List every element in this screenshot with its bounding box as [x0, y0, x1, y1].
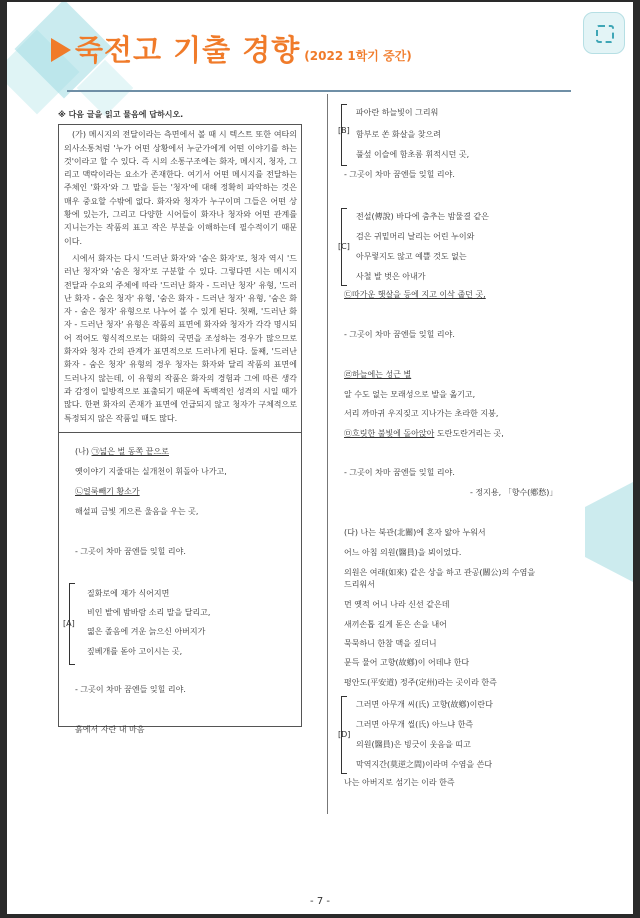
label-c: [C] — [338, 242, 350, 251]
poem-line: 평안도(平安道) 정주(定州)라는 곳이라 한즉 — [344, 678, 497, 687]
poem-line: 드리워서 — [344, 580, 375, 589]
poem-line: 의원(醫員)은 빙긋이 웃음을 띠고 — [356, 740, 471, 749]
passage-paragraph: (가) 메시지의 전달이라는 측면에서 볼 때 시 텍스트 또한 여타의 의사소통처럼 '누가 어떤 상황에서 누군가에게 어떤 이야기를 하는 것'이라고 할 수 있다. 즉 시의 소통구조에는 화자, 메시지, 청자, 그리고 맥락이라는 요소가 존재한다. 여기서 어떤 메시지를 전달하는 주체인 '화자'와 그 말을 듣는 '청자'에 대해 정확히 파악하는 것은 매우 중요할 수밖에 없다. 화자와 청자가 누구이며 그들은 어떤 상황에 있는가, 그리고 다양한 시어들이 화자나 청자와 어떤 관계를 지니는가는 작품의 표고 작은 부분을 이해하는데 필수적이기 때문이다. — [64, 130, 297, 246]
decorative-shape — [585, 482, 633, 582]
page-title — [75, 28, 412, 69]
poem-line: 해설피 금빛 게으른 울음을 우는 곳, — [75, 506, 199, 516]
poem-refrain: - 그곳이 차마 꿈엔들 잊힐 리야. — [344, 468, 455, 477]
poem-line: 비인 밭에 밤바람 소리 말을 달리고, — [87, 607, 211, 617]
poem-line: 사철 발 벗은 아내가 — [356, 272, 426, 281]
source-citation: - 정지용, 「향수(鄕愁)」 — [470, 488, 558, 497]
poem-refrain: - 그곳이 차마 꿈엔들 잊힐 리야. — [344, 170, 455, 179]
poem-line: 질화로에 재가 식어지면 — [87, 588, 170, 598]
passage-ga-box — [58, 124, 302, 433]
poem-line: 어느 아침 의원(醫員)을 뵈이었다. — [344, 548, 462, 557]
play-arrow-icon — [51, 38, 71, 62]
poem-line: 엷은 졸음에 겨운 늙으신 아버지가 — [87, 626, 206, 636]
poem-line: 아무렇지도 않고 예쁠 것도 없는 — [356, 252, 467, 261]
poem-line: 서리 까마귀 우지짖고 지나가는 초라한 지붕, — [344, 409, 499, 418]
poem-line: 막역지간(莫逆之間)이라며 수염을 쓴다 — [356, 760, 493, 769]
poem-line: ㉤흐릿한 불빛에 돌아앉아 도란도란거리는 곳, — [344, 429, 504, 438]
label-a: [A] — [63, 618, 75, 628]
column-divider — [327, 94, 328, 814]
passage-paragraph: 시에서 화자는 다시 '드러난 화자'와 '숨은 화자'로, 청자 역시 '드러난 청자'와 '숨은 청자'로 구분할 수 있다. 그렇다면 시는 메시지 전달과 수요의 주체에 따라 '드러난 화자 - 드러난 청자' 유형, '드러난 화자 - 숨은 청자' 유형, '숨은 화자 - 드러난 청자' 유형, '숨은 화자 - 숨은 청자' 유형으로 나누어 볼 수 있게 된다. 첫째, '드러난 화자 - 드러난 청자' 유형은 작품의 표면에 화자와 청자가 각각 명시되어 적어도 형식적으로는 대화의 국면을 조성하는 경우가 많으므로 화자와 청자 간의 관계가 표면적으로 드러나게 된다. 둘째, '드러난 화자 - 숨은 청자' 유형의 경우 청자는 화자와 달리 작품의 표면에 드러나지 않는데, 이 유형의 작품은 화자의 경험과 그에 따른 생각과 감정이 일방적으로 표출되기 때문에 독백적인 성격의 시일 때가 많다. 한편 화자의 존재가 표면에 언급되지 않고 청자가 구체적으로 특정되지 않은 작품일 때도 많다. — [64, 253, 297, 423]
poem-line: 파아란 하늘빛이 그리워 — [356, 108, 439, 117]
poem-line: 의원은 여래(如來) 같은 상을 하고 관공(關公)의 수염을 — [344, 568, 536, 577]
instruction-text: ※ 다음 글을 읽고 물음에 답하시오. — [58, 110, 184, 119]
poem-line: 짚베개를 돋아 고이시는 곳, — [87, 646, 183, 656]
passage-na-box — [58, 433, 302, 734]
poem-line: 묵묵하니 한참 맥을 짚더니 — [344, 639, 437, 648]
poem-line: ㉣하늘에는 성근 별 — [344, 370, 412, 379]
poem-line: (나) ㉠넓은 벌 동쪽 끝으로 — [75, 446, 169, 456]
poem-line: 그러면 아무개 씰(氏) 아느냐 한즉 — [356, 720, 474, 729]
poem-line: 알 수도 없는 모래성으로 발을 옮기고, — [344, 390, 476, 399]
header-divider — [67, 90, 571, 92]
poem-line: 그러면 아무개 씨(氏) 고향(故鄕)이란다 — [356, 700, 493, 709]
poem-line: 나는 아버지로 섬기는 이라 한즉 — [344, 778, 455, 787]
poem-line: 풀섶 이슬에 함초롬 휘적시던 곳, — [356, 150, 470, 159]
poem-line: (다) 나는 북관(北關)에 혼자 앓아 누워서 — [344, 528, 486, 537]
scan-button[interactable] — [583, 12, 625, 54]
poem-line: 전설(傳說) 바다에 춤추는 밤물결 같은 — [356, 212, 489, 221]
poem-line: 검은 귀밑머리 날리는 어린 누이와 — [356, 232, 475, 241]
poem-refrain: - 그곳이 차마 꿈엔들 잊힐 리야. — [75, 546, 186, 556]
poem-line: 먼 옛적 어니 나라 신선 같은데 — [344, 600, 450, 609]
poem-line: 문득 물어 고향(故鄕)이 어데냐 한다 — [344, 658, 470, 667]
poem-line: ㉡얼룩빼기 황소가 — [75, 486, 140, 496]
poem-line: 흙에서 자란 내 마음 — [75, 724, 145, 734]
page-number: - 7 - — [310, 896, 330, 907]
poem-line: 함부로 쏜 화살을 찾으려 — [356, 130, 441, 139]
poem-line: 옛이야기 지줄대는 실개천이 휘돌아 나가고, — [75, 466, 227, 476]
poem-line: 새끼손톱 길게 돋은 손을 내어 — [344, 620, 447, 629]
label-d: [D] — [338, 730, 351, 739]
title-text: 죽전고 기출 경향 — [75, 33, 301, 67]
poem-line: ㉢따가운 햇살을 등에 지고 이삭 줍던 곳, — [344, 290, 486, 299]
poem-refrain: - 그곳이 차마 꿈엔들 잊힐 리야. — [344, 330, 455, 339]
title-subtitle: (2022 1학기 중간) — [304, 49, 412, 63]
poem-refrain: - 그곳이 차마 꿈엔들 잊힐 리야. — [75, 684, 186, 694]
scan-icon — [596, 25, 614, 43]
left-column — [58, 108, 302, 734]
label-b: [B] — [338, 126, 350, 135]
